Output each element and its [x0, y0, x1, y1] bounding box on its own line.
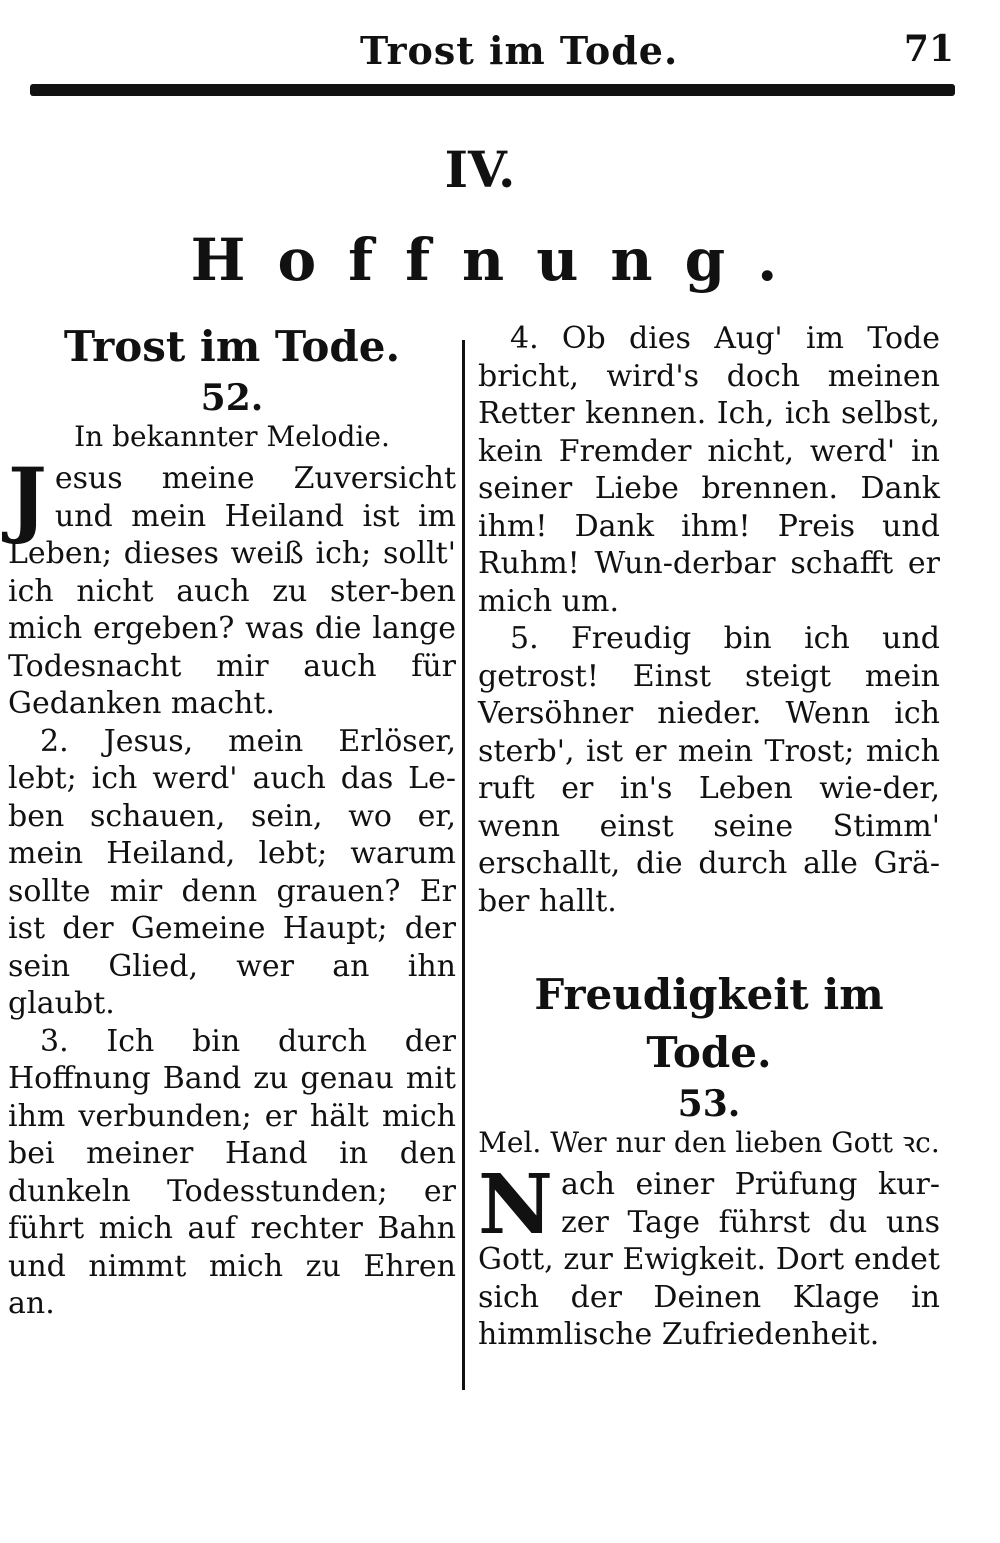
header-rule	[30, 84, 955, 96]
hymn-53-verse-1	[478, 1157, 940, 1354]
hymn-53-melody: Mel. Wer nur den lieben Gott ꝛc.	[478, 1126, 940, 1159]
hymn-53-title: Freudigkeit im Tode.	[534, 970, 884, 1077]
hymn-52-verse-4: 4. Ob dies Aug' im Tode bricht, wird's doch meinen Retter kennen. Ich, ich selbst, kein Fremder nicht, werd' in seiner Liebe brennen. Dank ihm! Dank ihm! Preis und Ruhm! Wun-derbar schafft er mich um.	[478, 321, 940, 619]
drop-cap: J	[8, 451, 47, 547]
hymn-52-title: Trost im Tode.	[63, 322, 401, 371]
section-numeral: IV.	[444, 140, 516, 199]
verse-text: ach einer Prüfung kur-zer Tage führst du uns Gott, zur Ewigkeit. Dort endet sich der Deinen Klage in himmlische Zufriedenheit.	[478, 1167, 940, 1352]
page-number: 71	[903, 28, 954, 70]
hymn-52-verse-3: 3. Ich bin durch der Hoffnung Band zu genau mit ihm verbunden; er hält mich bei meiner Hand in den dunkeln Todesstunden; er führt mich auf rechter Bahn und nimmt mich zu Ehren an.	[8, 1023, 456, 1321]
running-title: Trost im Tode.	[360, 28, 679, 73]
hymn-52-melody: In bekannter Melodie.	[74, 420, 390, 453]
right-column	[478, 320, 940, 1354]
verse-text: esus meine Zuversicht und mein Heiland ist im Leben; dieses weiß ich; sollt' ich nicht auch zu ster-ben mich ergeben? was die lange Todesnacht mir auch für Gedanken macht.	[8, 461, 456, 721]
hymn-52-verse-1	[8, 451, 456, 723]
hymn-52-number: 52.	[200, 377, 264, 419]
running-head	[0, 28, 1000, 80]
column-divider	[462, 340, 465, 1390]
hymn-52-verse-5: 5. Freudig bin ich und getrost! Einst steigt mein Versöhner nieder. Wenn ich sterb', ist er mein Trost; mich ruft er in's Leben wie-der, wenn einst seine Stimm' erschallt, die durch alle Grä-ber hallt.	[478, 621, 940, 919]
hymn-53-number: 53.	[677, 1083, 741, 1125]
left-column	[8, 318, 456, 1323]
hymn-52-verse-2: 2. Jesus, mein Erlöser, lebt; ich werd' auch das Le-ben schauen, sein, wo er, mein Heiland, lebt; warum sollte mir denn grauen? Er ist der Gemeine Haupt; der sein Glied, wer an ihn glaubt.	[8, 723, 456, 1021]
section-title: Hoffnung.	[190, 226, 810, 294]
spacer	[478, 920, 940, 966]
drop-cap: N	[478, 1157, 553, 1253]
